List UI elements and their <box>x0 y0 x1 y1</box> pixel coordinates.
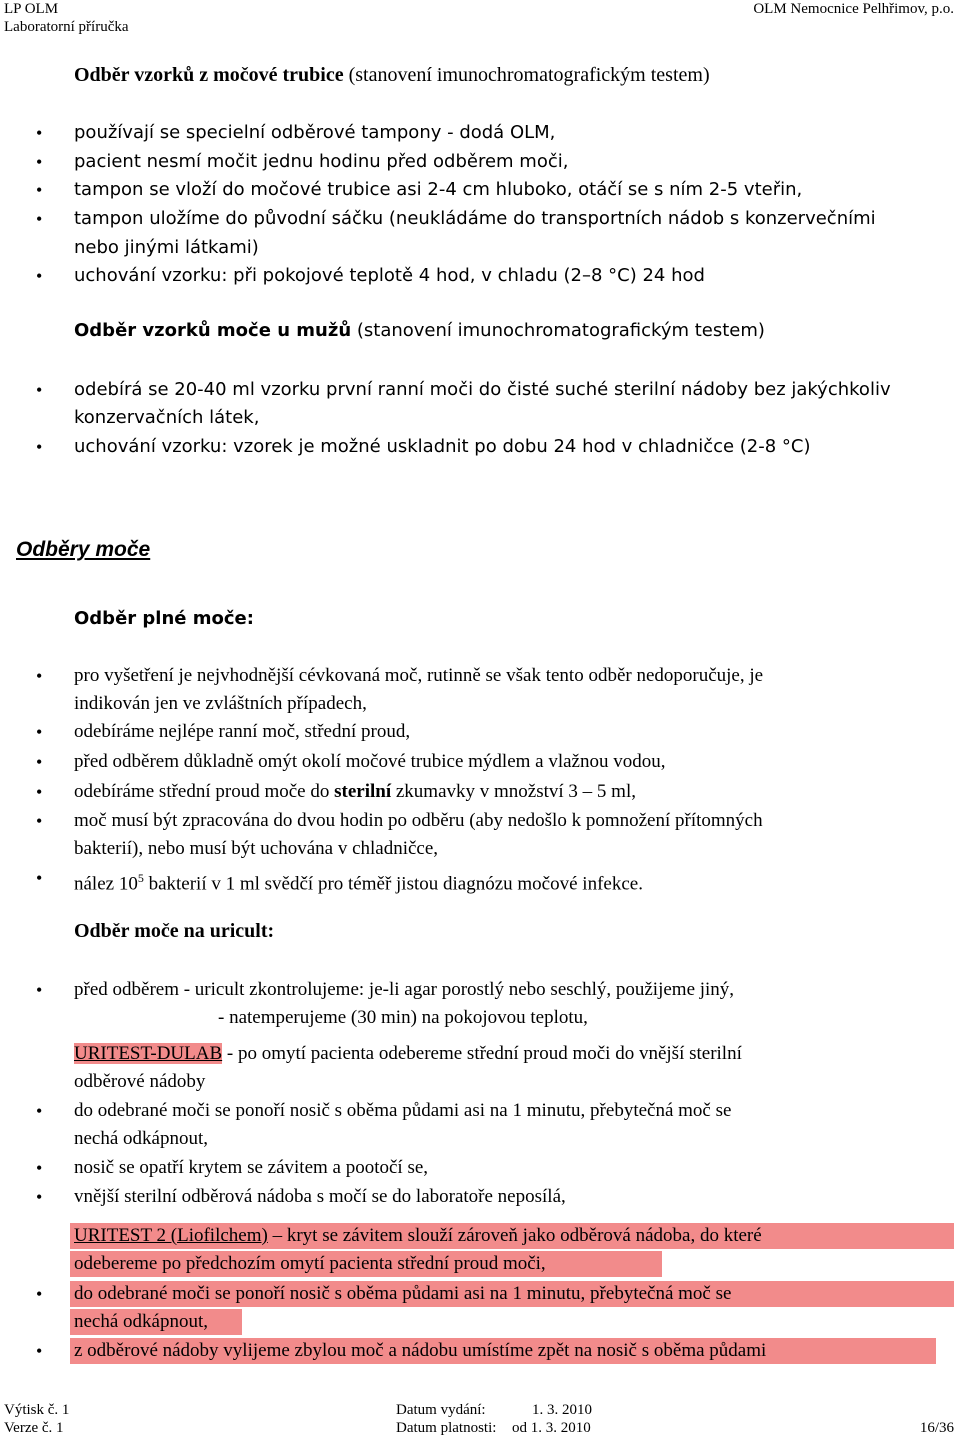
list-item-text: – kryt se závitem slouží zároveň jako odběrová nádoba, do které <box>267 1225 762 1246</box>
list-item: vnější sterilní odběrová nádoba s močí se do laboratoře neposílá, <box>74 1186 566 1207</box>
bullet-icon: • <box>36 666 43 686</box>
list-item-continuation: konzervačních látek, <box>74 407 260 428</box>
list-item: před odběrem důkladně omýt okolí močové trubice mýdlem a vlažnou vodou, <box>74 751 666 772</box>
list-item-continuation: indikován jen ve zvláštních případech, <box>74 693 367 714</box>
bullet-icon: • <box>36 980 43 1000</box>
sec4-heading: Odběr moče na uricult: <box>74 920 275 942</box>
uritest2-line <box>74 1222 952 1251</box>
list-item: nosič se opatří krytem se závitem a pootočí se, <box>74 1157 429 1178</box>
bullet-icon: • <box>36 123 43 143</box>
list-item-continuation: bakterií), nebo musí být uchována v chladničce, <box>74 838 439 859</box>
list-item <box>74 778 952 807</box>
bullet-icon: • <box>36 209 43 229</box>
header-left-subtitle: Laboratorní příručka <box>4 19 129 35</box>
section-title: Odběry moče <box>16 538 151 561</box>
bullet-icon: • <box>36 180 43 200</box>
footer-issue-label: Datum vydání: <box>396 1402 486 1418</box>
sec3-heading: Odběr plné moče: <box>74 608 254 629</box>
list-item-text: nález 10 <box>74 873 138 895</box>
list-item: pro vyšetření je nejvhodnější cévkovaná moč, rutinně se však tento odběr nedoporučuje, je <box>74 665 764 686</box>
bullet-icon: • <box>36 752 43 772</box>
bullet-icon: • <box>36 1187 43 1207</box>
footer-valid-label: Datum platnosti: <box>396 1420 497 1436</box>
list-item: odebírá se 20-40 ml vzorku první ranní moči do čisté suché sterilní nádoby bez jakýchkoliv <box>74 379 891 400</box>
bullet-icon: • <box>36 1284 43 1304</box>
bullet-icon: • <box>36 811 43 831</box>
uritest-dulab-label: URITEST-DULAB <box>74 1043 223 1064</box>
list-item-continuation: odebereme po předchozím omytí pacienta střední proud moči, <box>74 1253 546 1274</box>
list-item-text: zkumavky v množství 3 – 5 ml, <box>391 781 636 802</box>
list-item-continuation: nebo jinými látkami) <box>74 237 259 258</box>
bullet-icon: • <box>36 1158 43 1178</box>
list-item: uchování vzorku: při pokojové teplotě 4 hod, v chladu (2–8 °C) 24 hod <box>74 265 705 286</box>
bullet-icon: • <box>36 437 43 457</box>
list-item: pacient nesmí močit jednu hodinu před odběrem moči, <box>74 151 569 172</box>
list-item: odebíráme nejlépe ranní moč, střední proud, <box>74 721 411 742</box>
bullet-icon: • <box>36 1341 43 1361</box>
bullet-icon: • <box>36 868 43 888</box>
list-item: z odběrové nádoby vylijeme zbylou moč a nádobu umístíme zpět na nosič s oběma půdami <box>74 1340 767 1361</box>
sec2-heading <box>74 320 765 341</box>
footer-copy: Výtisk č. 1 <box>4 1402 70 1418</box>
list-item: tampon uložíme do původní sáčku (neukládáme do transportních nádob s konzervečními <box>74 208 876 229</box>
page-number: 16/36 <box>919 1420 954 1436</box>
list-item: uchování vzorku: vzorek je možné uskladnit po dobu 24 hod v chladničce (2-8 °C) <box>74 436 811 457</box>
list-item: před odběrem - uricult zkontrolujeme: je-li agar porostlý nebo seschlý, použijeme jiný, <box>74 979 735 1000</box>
footer-valid-date: od 1. 3. 2010 <box>512 1420 591 1436</box>
list-item-continuation: odběrové nádoby <box>74 1071 206 1092</box>
header-left-title: LP OLM <box>4 1 59 17</box>
list-item-text: odebíráme střední proud moče do <box>74 781 335 802</box>
bullet-icon: • <box>36 152 43 172</box>
uritest2-label: URITEST 2 (Liofilchem) <box>74 1225 268 1246</box>
list-item-text: - po omytí pacienta odebereme střední proud moči do vnější sterilní <box>222 1043 742 1064</box>
list-item-text: bakterií v 1 ml svědčí pro téměř jistou diagnózu močové infekce. <box>143 873 643 895</box>
list-item-continuation: nechá odkápnout, <box>74 1311 209 1332</box>
list-item: tampon se vloží do močové trubice asi 2-4 cm hluboko, otáčí se s ním 2-5 vteřin, <box>74 179 803 200</box>
uritest-dulab-line <box>74 1040 952 1069</box>
bullet-icon: • <box>36 266 43 286</box>
sec1-heading-rest: (stanovení imunochromatografickým testem) <box>343 64 710 86</box>
list-item <box>74 864 952 899</box>
sec2-heading-rest: (stanovení imunochromatografickým testem) <box>351 320 765 341</box>
sec1-heading-bold: Odběr vzorků z močové trubice <box>74 64 344 86</box>
list-item: používají se specielní odběrové tampony - dodá OLM, <box>74 122 556 143</box>
exponent: 5 <box>137 871 144 885</box>
sec1-heading <box>74 64 710 87</box>
list-item: moč musí být zpracována do dvou hodin po odběru (aby nedošlo k pomnožení přítomných <box>74 810 763 831</box>
list-item-continuation: nechá odkápnout, <box>74 1128 209 1149</box>
bullet-icon: • <box>36 722 43 742</box>
list-item: do odebrané moči se ponoří nosič s oběma půdami asi na 1 minutu, přebytečná moč se <box>74 1100 732 1121</box>
header-right-org: OLM Nemocnice Pelhřimov, p.o. <box>753 1 954 17</box>
bullet-icon: • <box>36 1101 43 1121</box>
bullet-icon: • <box>36 380 43 400</box>
bullet-icon: • <box>36 782 43 802</box>
emphasis-sterile: sterilní <box>334 781 392 802</box>
sec2-heading-bold: Odběr vzorků moče u mužů <box>74 320 352 341</box>
footer-issue-date: 1. 3. 2010 <box>532 1402 592 1418</box>
list-item-continuation: - natemperujeme (30 min) na pokojovou teplotu, <box>218 1007 588 1028</box>
footer-version: Verze č. 1 <box>4 1420 64 1436</box>
list-item: do odebrané moči se ponoří nosič s oběma půdami asi na 1 minutu, přebytečná moč se <box>74 1283 732 1304</box>
